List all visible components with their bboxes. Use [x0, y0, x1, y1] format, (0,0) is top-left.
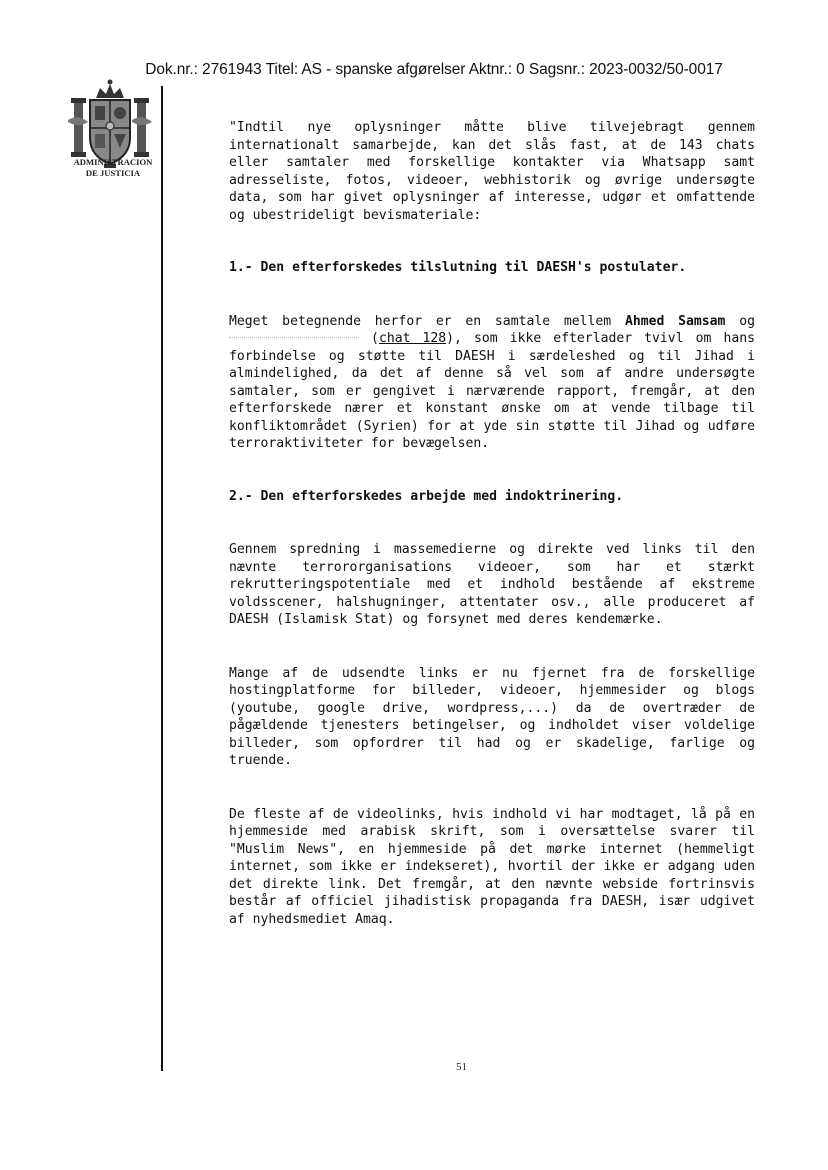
logo-caption: [60, 157, 166, 179]
page-number: 51: [456, 1061, 467, 1073]
chat-reference: chat 128: [378, 331, 447, 346]
section-heading-1: 1.- Den efterforskedes tilslutning til DAESH's postulater.: [229, 260, 687, 275]
paragraph-conversation-text-a: Meget betegnende herfor er en samtale mellem: [229, 313, 625, 329]
document-body: [229, 119, 755, 928]
redacted-text: [229, 337, 359, 341]
person-name: Ahmed Samsam: [624, 313, 726, 329]
paragraph-video-links: De fleste af de videolinks, hvis indhold vi har modtaget, lå på en hjemmeside med arabisk skrift, som i oversættelse svarer til "Muslim News", en hjemmeside på det mørke internet (hemmeligt internet, som ikke er indekseret), hvortil der ikke er adgang uden det direkte link. Det fremgår, at den nævnte webside fortrinsvis består af officiel jihadistisk propaganda fra DAESH, især udgivet af nyhedsmediet Amaq.: [229, 806, 755, 927]
paragraph-conversation-text-c: ), som ikke efterlader tvivl om hans forbindelse og støtte til DAESH i særdeleshed og til Jihad i almindelighed, da det af denne så vel som af andre undersøgte samtaler, som er gengivet i nærværende rapport, fremgår, at den efterforskede nærer et konstant ønske om at vende tilbage til konfliktområdet (Syrien) for at yde sin støtte til Jihad og udføre terroraktiviteter for bevægelsen.: [229, 331, 755, 451]
logo-caption-line2: DE JUSTICIA: [85, 168, 141, 178]
document-header-text: Dok.nr.: 2761943 Titel: AS - spanske afgørelser Aktnr.: 0 Sagsnr.: 2023-0032/50-0017: [145, 61, 723, 78]
paragraph-intro: "Indtil nye oplysninger måtte blive tilvejebragt gennem internationalt samarbejde, kan det slås fast, at de 143 chats eller samtaler med forskellige kontakter via Whatsapp samt adresseliste, fotos, videoer, webhistorik og øvrige undersøgte data, som har givet oplysninger af interesse, udgør et omfattende og ubestrideligt bevismateriale:: [229, 120, 755, 223]
paragraph-conversation: Meget betegnende herfor er en samtale mellem Ahmed Samsam og (chat 128), som ikke efterlader tvivl om hans forbindelse og støtte til DAESH i særdeleshed og til Jihad i almindelighed, da det af denne så vel som af andre undersøgte samtaler, som er gengivet i nærværende rapport, fremgår, at den efterforskede nærer et konstant ønske om at vende tilbage til konfliktområdet (Syrien) for at yde sin støtte til Jihad og udføre terroraktiviteter for bevægelsen.: [229, 313, 755, 451]
paragraph-removed-links: Mange af de udsendte links er nu fjernet fra de forskellige hostingplatforme for billeder, videoer, hjemmesider og blogs (youtube, google drive, wordpress,...) da de overtræder de pågældende tjenesters betingelser, og indholdet viser voldelige billeder, som opfordrer til had og er skadelige, farlige og truende.: [229, 665, 755, 768]
paragraph-dissemination: Gennem spredning i massemedierne og direkte ved links til den nævnte terrororganisations videoer, som har et stærkt rekrutteringspotentiale med et indhold bestående af ekstreme voldsscener, halshugninger, attentater osv., alle produceret af DAESH (Islamisk Stat) og forsynet med deres kendemærke.: [229, 542, 755, 627]
paragraph-conversation-text-b: og: [725, 313, 755, 329]
logo-caption-line1: ADMINISTRACION: [73, 157, 153, 167]
section-heading-2: 2.- Den efterforskedes arbejde med indoktrinering.: [229, 488, 624, 504]
margin-rule: [161, 86, 163, 1071]
